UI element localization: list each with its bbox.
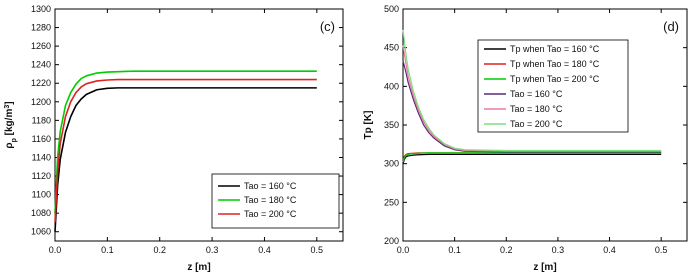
x-axis-title: z [m]: [533, 262, 557, 273]
y-tick-label: 1300: [30, 4, 51, 14]
chart-panel-0: [4, 4, 344, 273]
series-line-0: [403, 154, 661, 163]
x-tick-label: 0.2: [153, 245, 166, 255]
y-tick-label: 1280: [30, 22, 51, 33]
x-tick-label: 0.3: [205, 245, 219, 255]
y-tick-label: 1220: [30, 78, 51, 89]
x-tick-label: 0.0: [396, 245, 410, 255]
legend-entry: Tao = 160 °C: [510, 89, 563, 99]
y-tick-label: 350: [383, 120, 399, 130]
legend-entry: Tao = 180 °C: [244, 195, 297, 205]
y-axis-title: Tp [K]: [363, 110, 374, 140]
y-tick-label: 250: [383, 197, 399, 208]
legend-entry: Tao = 200 °C: [510, 119, 563, 129]
y-tick-label: 500: [383, 4, 399, 14]
x-tick-label: 0.0: [48, 245, 62, 255]
y-tick-label: 1240: [30, 59, 51, 70]
y-tick-label: 200: [383, 236, 399, 246]
y-axis-title: $\rho_p$ $[kg/m^3]$: [3, 101, 18, 149]
y-tick-label: 400: [383, 81, 399, 92]
x-tick-label: 0.1: [448, 245, 461, 255]
legend-entry: Tp when Tao = 180 °C: [510, 59, 600, 69]
y-tick-label: 1260: [30, 41, 51, 52]
y-tick-label: 1140: [31, 152, 51, 163]
y-tick-label: 1060: [30, 226, 51, 237]
y-tick-label: 1200: [30, 96, 51, 107]
x-tick-label: 0.4: [603, 245, 616, 255]
chart-panel-1: [363, 4, 687, 273]
legend-entry: Tao = 200 °C: [244, 209, 297, 219]
x-tick-label: 0.4: [258, 245, 271, 255]
x-tick-label: 0.3: [551, 245, 565, 255]
y-tick-label: 450: [383, 42, 399, 53]
x-tick-label: 0.1: [101, 245, 114, 255]
x-tick-label: 0.2: [500, 245, 513, 255]
legend-entry: Tp when Tao = 200 °C: [510, 74, 600, 84]
legend-entry: Tao = 180 °C: [510, 104, 563, 114]
x-tick-label: 0.5: [654, 245, 668, 255]
y-tick-label: 1100: [31, 189, 51, 200]
y-tick-label: 1180: [31, 115, 51, 126]
panel-label: (c): [319, 19, 335, 34]
x-tick-label: 0.5: [310, 245, 324, 255]
legend-entry: Tp when Tao = 160 °C: [510, 44, 600, 54]
y-tick-label: 1160: [31, 133, 51, 144]
y-tick-label: 1080: [30, 208, 51, 219]
y-tick-label: 300: [383, 158, 399, 169]
legend-entry: Tao = 160 °C: [244, 181, 297, 191]
panel-label: (d): [663, 19, 679, 34]
y-tick-label: 1120: [31, 171, 51, 182]
x-axis-title: z [m]: [187, 262, 211, 273]
